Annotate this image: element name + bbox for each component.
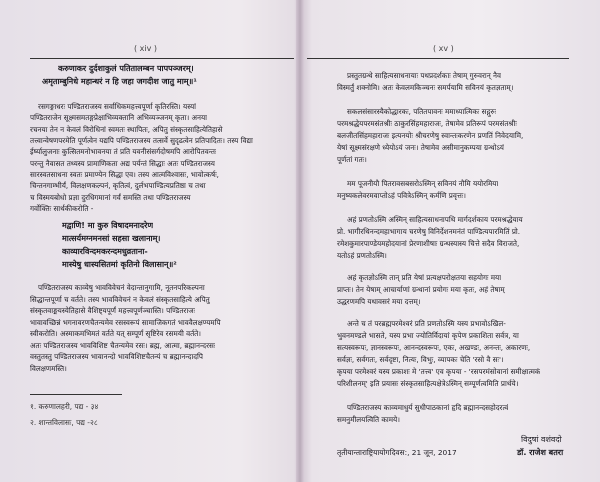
body-line: सारस्वतसाधना स्वतः प्रमाण्येन सिद्धा एव। तस्य आत्मविश्वासः, भावोत्कर्षः, bbox=[30, 170, 219, 179]
body-line: रचनया तेन न केवलं विरोधिनां स्वमतः स्थापितः, अपितु संस्कृतसाहित्येतिहासे bbox=[30, 125, 223, 134]
middle-verse-line-1: मद्वाणि! मा कुरु विषादमनादरेण bbox=[62, 221, 154, 230]
para6-line: कृपया परमेश्वरं यस्य प्रकाशः मे 'तत्त्व' एव कृपया - 'रसपरमंसोवानां समीक्षात्मकं bbox=[337, 367, 541, 376]
body2-line: अतः पण्डितराजस्य भावविशिष्ट चैतन्यमेव रसः। ब्रह्म, आत्मा, ब्रह्मानन्दरसः bbox=[30, 341, 216, 350]
para6-line: सर्वज्ञः, सर्वगतः, सर्वदृष्टा, नित्यः, विभुः, व्यापकः चेति 'रसो वै सः'। bbox=[337, 355, 504, 364]
middle-verse-line-2: मात्सर्यमग्नमनसां सहसा खलानाम्। bbox=[62, 234, 161, 243]
para5-line: अहं कृतज्ञोऽस्मि तान् प्रति येषां प्रत्यक्षपरोक्षतया सहयोगः मया bbox=[347, 273, 502, 282]
body2-line: स्वीकरोति। अस्माकमभिमतं वर्तते यत् सम्पूर्णं सृष्टिरेव रसमयी वर्तते। bbox=[30, 329, 202, 338]
para5-line: उद्धरणमपि यथावसरं मया दत्तम्। bbox=[337, 297, 421, 306]
signature-closing: विदुषां वशंवदो bbox=[521, 435, 562, 444]
body2-line: वस्तुतस्तु पण्डितराजस्य भावानन्दो भावविशिष्टचैतन्यं च ब्रह्मानन्दादपि bbox=[30, 352, 203, 361]
signature-date: तृतीयान्ताराष्ट्रियायोगदिवस:, 21 जून, 2017 bbox=[337, 448, 457, 457]
para7-line: पण्डितराजस्य काव्यमाधुर्य सुधीपाठकानां हृदि ब्रह्मानन्दसहोदरत्वं bbox=[347, 403, 509, 412]
para6-line: परिशीलनम्' इति प्रयासः संस्कृतसाहित्यक्षेत्रेऽस्मिन् सम्पूर्णत्वमिति प्रार्थये। bbox=[337, 379, 519, 388]
para4-line: अहं प्रणतोऽस्मि अस्मिन् साहित्यसाधनापथि मार्गदर्शकाय परमश्रद्धेयाय bbox=[347, 215, 523, 224]
middle-verse-line-4: मास्येषु धास्यसितमां कृतिनो विलासान्॥² bbox=[62, 260, 177, 269]
body-line: तत्त्वान्वेषणपरमेति पूर्णत्वेन यद्यपि पण्डितराजस्य तत्सर्वे सुदृढत्वेन प्रतिपादितः। तस्य विद्या bbox=[30, 136, 253, 145]
body-line: रसगङ्गाधरः पण्डितराजस्य सर्वाधिकमहत्त्वपूर्णा कृतिरस्ति। यस्यां bbox=[38, 102, 197, 111]
para3-line: मनुष्यकलेवरमवाप्तोऽहं पवित्रेऽस्मिन् कर्मणि प्रवृत्तः। bbox=[337, 191, 467, 200]
body-line: पण्डितराजेन सूक्ष्मसमतङ्गप्रेक्षाभिव्यक्तानि अभिव्यञ्जनम् कृता। अनया bbox=[30, 113, 207, 122]
top-verse-line-1: करुणाकर दुर्दशाकुलं पतितालम्बन पापपञ्जरम्। bbox=[58, 64, 194, 73]
body2-line: पण्डितराजस्य काव्येषु भावविवेचनं वेदान्तानुगामि, नूतनपरिकल्पना bbox=[38, 283, 205, 292]
right-page-number: ( xv ) bbox=[433, 44, 454, 53]
left-page-number: ( xiv ) bbox=[134, 44, 158, 53]
para1-line: प्रस्तुतग्रन्थे साहित्यसाधनायाः पथप्रदर्शकाः तेषाम् गुरुवरान् नैव bbox=[347, 71, 502, 80]
para3-line: मम पूजनीयौ पितरावसबसरोऽस्मिन् सविनयं नौमि ययोरमिया bbox=[347, 179, 499, 188]
body2-line: संस्कृतवाङ्मयस्येतिहासे वैशिष्ट्यपूर्णं महत्त्वपूर्णञ्चास्ति। पण्डितराजः bbox=[30, 306, 196, 315]
para6-line: सत्यस्वरूपः, ज्ञानस्वरूपः, आनन्दस्वरूपः, एकः, अखण्डः, अनन्तः, अकारणः, bbox=[337, 343, 531, 352]
footnote-1: १. करुणालहरी, पद्य - ३४ bbox=[30, 402, 99, 411]
para5-line: प्राप्तः। तेन येषाम् आचार्याणां ग्रन्थानां प्रयोगः मया कृतः, अहं तेषाम् bbox=[337, 285, 505, 294]
left-header-rule bbox=[30, 58, 294, 59]
body-line: च विस्मयबोधो प्रज्ञा दुरधिगमानां गर्वं समस्ति तथा पण्डितराजस्य bbox=[30, 193, 191, 202]
para2-line: सकलसंसारस्यैकोद्धारकः, पतितपावनः ममाध्यात्मिकः सद्गुरुः bbox=[347, 107, 497, 116]
para2-line: पूर्णतां गतः। bbox=[337, 155, 367, 164]
para4-line: रमेशकुमारपाण्डेयमहोदयानां प्रेरणाशीषाः ग्रन्थस्यास्य चित्ते सदैव विराजते, bbox=[337, 239, 520, 248]
body-line: ईर्ष्यालुजनाः कुत्सितमनोभावनया तं प्रति यवनीसंसर्गदोषमपि आरोपितवन्तः bbox=[30, 147, 217, 156]
para7-line: समनुमीलयत्विति कामये। bbox=[337, 415, 400, 424]
para1-line: विस्मर्तुं शक्नोमि। अतः केवलमकिञ्चनः समर्पयामि सविनयं कृतज्ञताम्। bbox=[337, 83, 514, 92]
footnote-2: २. शान्तविलासः, पद्य -२८ bbox=[30, 418, 98, 427]
body-line: परन्तु नैवासत तथ्यस्य प्रामाणिकता अद्य पर्यन्तं सिद्धाः अतः पण्डितराजस्य bbox=[30, 159, 215, 168]
left-page bbox=[0, 0, 297, 482]
body2-line: सिद्धान्तपूर्णा च वर्तते। तस्य भावविवेचनं न केवलं संस्कृतसाहित्ये अपितु bbox=[30, 295, 210, 304]
body2-line: विलक्षणमस्ति। bbox=[30, 364, 67, 373]
footnote-rule bbox=[30, 394, 122, 395]
signature-name: डॉ. राजेश बतरा bbox=[517, 448, 564, 457]
para2-line: येषां सूक्ष्मसंरक्षणे ध्येयोऽयं जनः। तेषामेव असीमानुकम्पया ग्रन्थोऽयं bbox=[337, 143, 504, 152]
top-verse-line-2: अमृताम्बुनिधे महान्धरं न हि जहा जगदीश जातु माम्॥¹ bbox=[42, 77, 197, 86]
body-line: गर्वोक्तिः सार्थकीकरोति - bbox=[30, 204, 94, 213]
body2-line: भावावच्छिन्नं भगनावरणचैतन्यमेव रसस्वरूपं सामाजिकगतं भाववैलक्षण्यमपि bbox=[30, 318, 221, 327]
right-page bbox=[303, 0, 600, 482]
para6-line: अन्ते च तं परब्रह्मपरमेश्वरं प्रति प्रणतोऽस्मि यस्य प्रभावोऽखिल- bbox=[347, 319, 506, 328]
right-header-rule bbox=[307, 58, 569, 59]
para4-line: यतोऽहं प्रणतोऽस्मि। bbox=[337, 251, 387, 260]
para4-line: प्रो. भागीरथिनन्दमहाभागाय चरणेषु विनिर्देशनमनंतं पाण्डित्यपारमितिं प्रो. bbox=[337, 227, 521, 236]
body-line: चिन्तनगाम्भीर्यं, विलक्षणकल्पनं, कृतित्वं, दुर्लभपाण्डित्यप्रतिष्ठा च तथा bbox=[30, 181, 206, 190]
para2-line: बलजीतसिंहमहाराजः इत्यनयोः श्रीचरणेषु स्वान्तःकरणेन प्रणतिं निवेदयामि, bbox=[337, 131, 524, 140]
para6-line: भुवनमण्डले भासते, यस्य प्रभा ज्योतिर्विदायां कृपेण प्रकाशिता सर्वत्र, या bbox=[337, 331, 519, 340]
middle-verse-line-3: काव्यारविन्दमकरन्दमधुव्रताना- bbox=[62, 247, 148, 256]
para2-line: परमश्रद्धेयपरमसंतश्रीः ठाकुरसिंहमहाराजः, तेषामेव प्रतिरूपं परमसंतश्रीः bbox=[337, 119, 517, 128]
